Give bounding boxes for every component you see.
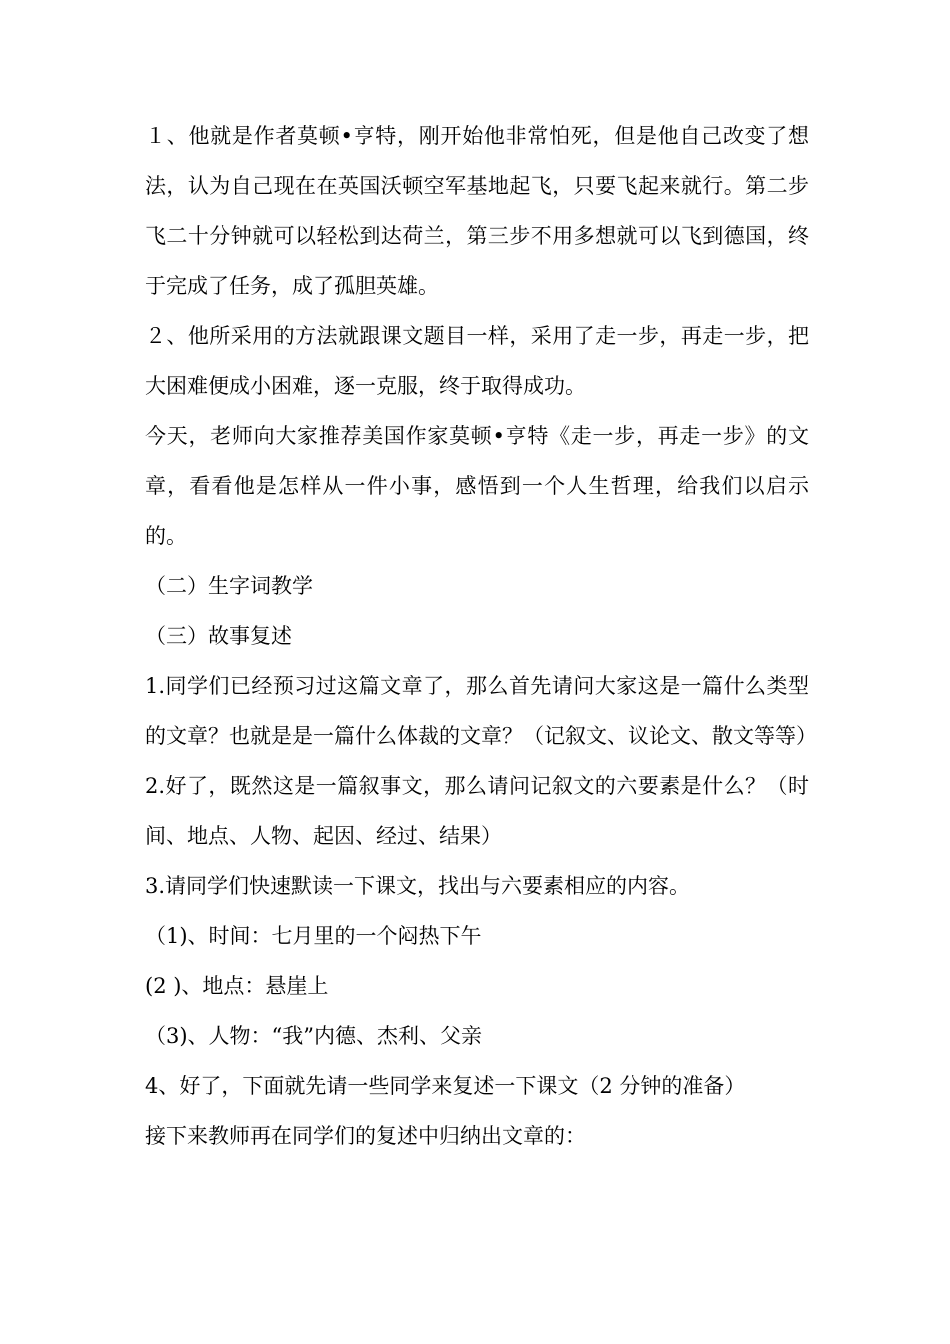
section-heading-vocabulary: （二）生字词教学 <box>145 574 313 598</box>
paragraph-question-3: 3.请同学们快速默读一下课文，找出与六要素相应的内容。 <box>145 874 691 898</box>
section-heading-retelling: （三）故事复述 <box>145 624 292 648</box>
paragraph-summary: 接下来教师再在同学们的复述中归纳出文章的： <box>145 1124 586 1148</box>
paragraph-3: 今天，老师向大家推荐美国作家莫顿•亨特《走一步，再走一步》的文章，看看他是怎样从一件小事，感悟到一个人生哲理，给我们以启示的。 <box>145 424 809 548</box>
list-item-characters: （3)、人物：“我”内德、杰利、父亲 <box>145 1024 483 1048</box>
paragraph-question-1: 1.同学们已经预习过这篇文章了，那么首先请问大家这是一篇什么类型的文章？也就是是一篇什么体裁的文章？（记叙文、议论文、散文等等） <box>145 674 817 748</box>
list-item-time: （1)、时间：七月里的一个闷热下午 <box>145 924 482 948</box>
list-item-place: (2 )、地点：悬崖上 <box>145 974 329 998</box>
paragraph-2: ２、他所采用的方法就跟课文题目一样，采用了走一步，再走一步，把大困难便成小困难，逐一克服，终于取得成功。 <box>145 324 809 398</box>
document-body <box>145 111 817 1161</box>
paragraph-question-4: 4、好了，下面就先请一些同学来复述一下课文（2 分钟的准备） <box>145 1074 746 1098</box>
paragraph-question-2: 2.好了，既然这是一篇叙事文，那么请问记叙文的六要素是什么？（时间、地点、人物、起因、经过、结果） <box>145 774 809 848</box>
paragraph-1: １、他就是作者莫顿•亨特，刚开始他非常怕死，但是他自己改变了想法，认为自己现在在英国沃顿空军基地起飞，只要飞起来就行。第二步飞二十分钟就可以轻松到达荷兰，第三步不用多想就可以飞到德国，终于完成了任务，成了孤胆英雄。 <box>145 124 809 298</box>
